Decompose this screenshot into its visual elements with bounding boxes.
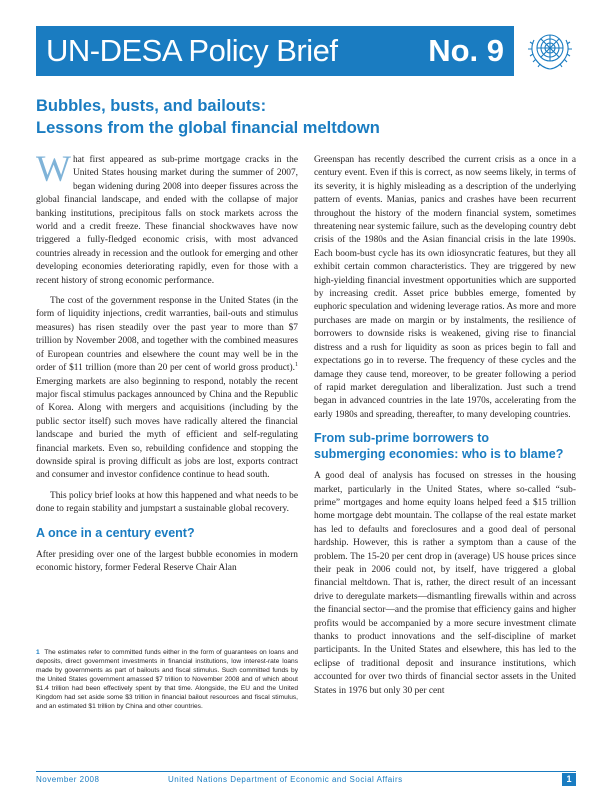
headline-line-2: Lessons from the global financial meltdown [36, 119, 380, 137]
section-heading-line-2: submerging economies: who is to blame? [314, 447, 564, 462]
publication-title: UN-DESA Policy Brief [46, 33, 338, 68]
right-column [314, 154, 576, 705]
footnote-ref[interactable]: 1 [295, 361, 298, 368]
headline [36, 95, 576, 139]
left-column [36, 149, 298, 582]
paragraph-cost [36, 295, 298, 483]
paragraph-scope: This policy brief looks at how this happened and what needs to be done to regain stability and jumpstart a sustainable global recovery. [36, 490, 298, 515]
paragraph-cost-text-a: The cost of the government response in the United States (in the form of liquidity injections, credit warranties, bail-outs and stimulus measures) has risen steadily over the past year to more than $7 trillion by November 2008, and together with the combined measures of European countries and elsewhere the count may well be in the order of $11 trillion (more than 20 per cent of world gross product). [36, 296, 298, 374]
footnote-text: The estimates refer to committed funds either in the form of guarantees on loans and deposits, direct government investments in financial institutions, low interest-rate loans made by governments as part of bailouts and fiscal stimulus. Such committed funds by the United States government amassed $7 trillion to November 2008 and of which about $1.4 trillion had been effectively spent by that time. Alongside, the EU and the United Kingdom had set aside some $3 trillion in financial bailout resources and fiscal stimulus, and an estimated $1 trillion by China and other countries. [36, 649, 298, 710]
page-number: 1 [562, 773, 576, 786]
paragraph-cycles: Greenspan has recently described the current crisis as a once in a century event. Even if this is correct, as now seems likely, in terms of its severity, it is highly misleading as a description of the underlying pattern of events. Manias, panics and crashes have been recurrent throughout the history of the modern financial system, sometimes threatening near systemic failure, such as the developing country debt crisis of the 1980s and the Asian financial crisis in the late 1990s. Each boom-bust cycle has its own idiosyncratic features, but they all exhibit certain common characteristics. They are triggered by new high-yielding financial investment opportunities which are supported by increasing credit. Asset price bubbles emerge, fomented by euphoric speculation and widening leverage ratios. As more and more purchases are made on margin or by instalments, the resilience of borrowers to downside risks is weakened, giving rise to financial distress and a rush for liquidity as soon as prices begin to fall and expectations go in to reverse. The frequency of these cycles and the damage they cause tend, moreover, to be greater following a period of rapid market deregulation and liberalization. Just such a trend began in advanced countries in the late 1970s, accelerating from the early 1980s and spreading, thereafter, to many developing countries. [314, 155, 576, 420]
footer-date: November 2008 [36, 775, 100, 784]
issue-number: No. 9 [428, 33, 504, 68]
section-heading-once-in-century: A once in a century event? [36, 525, 195, 540]
section-heading-sub-prime [314, 430, 576, 462]
intro-text: hat first appeared as sub-prime mortgage cracks in the United States housing market during the summer of 2007, began widening during 2008 into deeper fissures across the global financial landscape, and ended with the collapse of major banking institutions, precipitous falls on stock markets across the world and a credit freeze. These financial shockwaves have now triggered a fully-fledged economic crisis, with most advanced countries already in recession and the outlook for emerging and other developing economies deteriorating rapidly, even for those with a recent history of strong economic performance. [36, 155, 298, 286]
footer-department: United Nations Department of Economic and Social Affairs [168, 775, 403, 784]
drop-cap: W [36, 149, 71, 190]
section-heading-line-1: From sub-prime borrowers to [314, 431, 490, 446]
paragraph-cost-text-b: Emerging markets are also beginning to respond, notably the recent major fiscal stimulus packages announced by China and the Republic of Korea. Along with mergers and acquisitions (including by the public sector itself) such moves have radically altered the financial landscape and buried the myth of efficient and self-regulating financial markets. Even so, rebuilding confidence and stopping the downside spiral is proving difficult as jobs are lost, exports contract and consumer and investor confidence continue to head south. [36, 376, 298, 481]
footer-divider [36, 771, 576, 772]
paragraph-housing: A good deal of analysis has focused on stresses in the housing market, particularly in the United States, where so-called “sub-prime” mortgages and home equity loans helped feed a $15 trillion home mortgage debt mountain. The collapse of the real estate market has led to defaults and foreclosures and a good deal of personal hardship. However, this is rather a symptom than a cause of the problem. The 15-20 per cent drop in (average) US house prices since their peak in 2006 could not, by itself, have triggered a global financial meltdown. That is, rather, the direct result of an incessant drive to deregulate markets—dismantling firewalls within and across the financial sector—and the promise that efficiency gains and higher profits would be accompanied by a more secure investment climate thanks to product innovations and the self-discipline of market participants. In the United States and elsewhere, this has led to the eclipse of traditional deposit and insurance institutions, which accounted for over two thirds of financial sector assets in the United States in 1976 but only 30 per cent [314, 471, 576, 696]
footnote-number: 1 [36, 649, 40, 656]
paragraph-greenspan: After presiding over one of the largest bubble economies in modern economic history, former Federal Reserve Chair Alan [36, 549, 298, 573]
headline-line-1: Bubbles, busts, and bailouts: [36, 97, 267, 115]
footnote [36, 648, 298, 711]
un-emblem-icon [524, 24, 576, 76]
intro-paragraph [36, 149, 298, 288]
title-banner [36, 26, 514, 76]
